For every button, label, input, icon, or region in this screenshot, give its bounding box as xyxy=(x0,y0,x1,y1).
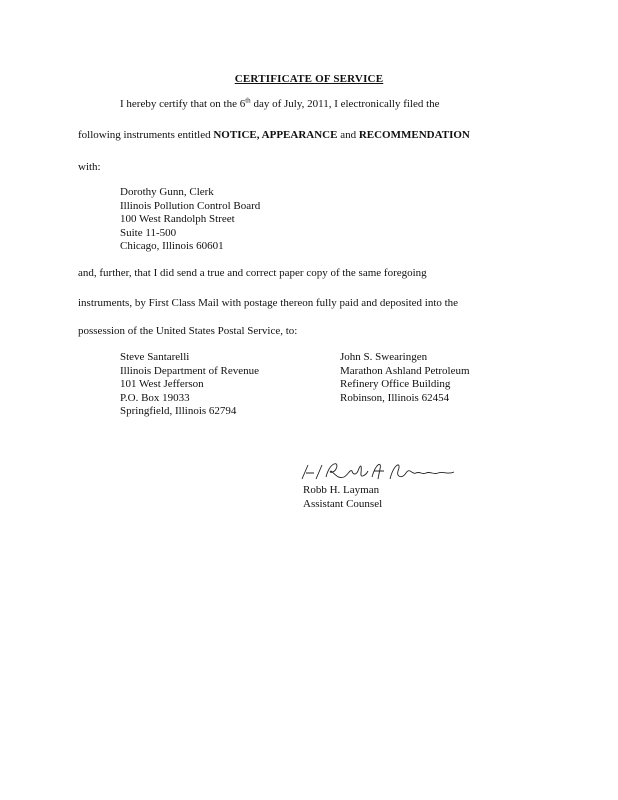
certification-line-5: instruments, by First Class Mail with postage thereon fully paid and deposited into the xyxy=(78,297,459,309)
document-title: CERTIFICATE OF SERVICE xyxy=(234,73,384,85)
signer-title: Assistant Counsel xyxy=(303,498,383,510)
certification-line-3: with: xyxy=(78,161,101,173)
date-ordinal-suffix: th xyxy=(245,96,251,105)
certification-text-b: day of July, 2011, I electronically filed the xyxy=(250,98,440,110)
recipient-address-clerk xyxy=(120,186,260,254)
certification-text-a: I hereby certify that on the 6 xyxy=(120,98,246,110)
instrument-name-recommendation: RECOMMENDATION xyxy=(358,129,470,141)
address-line: Illinois Pollution Control Board xyxy=(120,199,261,212)
address-line: Robinson, Illinois 62454 xyxy=(340,391,450,404)
instruments-text-a: following instruments entitled xyxy=(78,129,214,141)
address-line: Dorothy Gunn, Clerk xyxy=(120,186,214,198)
address-line: 101 West Jefferson xyxy=(120,378,204,390)
certification-line-6: possession of the United States Postal Service, to: xyxy=(78,325,298,337)
instruments-text-b: and xyxy=(337,129,359,141)
certification-line-2 xyxy=(78,129,470,142)
signature-block xyxy=(303,483,382,511)
address-line: Refinery Office Building xyxy=(340,378,451,390)
signer-name: Robb H. Layman xyxy=(303,484,380,496)
address-line: Illinois Department of Revenue xyxy=(120,364,259,377)
instrument-names: NOTICE, APPEARANCE xyxy=(213,129,338,141)
address-line: Springfield, Illinois 62794 xyxy=(120,405,237,417)
certification-line-1 xyxy=(120,98,440,111)
recipient-address-marathon xyxy=(340,351,470,405)
certification-line-4: and, further, that I did send a true and correct paper copy of the same foregoing xyxy=(78,267,427,279)
handwritten-signature xyxy=(298,459,458,483)
address-line: Chicago, Illinois 60601 xyxy=(120,240,224,252)
address-line: Steve Santarelli xyxy=(120,351,190,363)
address-line: 100 West Randolph Street xyxy=(120,213,235,225)
address-line: Suite 11-500 xyxy=(120,226,177,239)
address-line: Marathon Ashland Petroleum xyxy=(340,364,470,377)
address-line: John S. Swearingen xyxy=(340,351,428,363)
recipient-address-revenue xyxy=(120,351,259,419)
address-line: P.O. Box 19033 xyxy=(120,391,190,404)
